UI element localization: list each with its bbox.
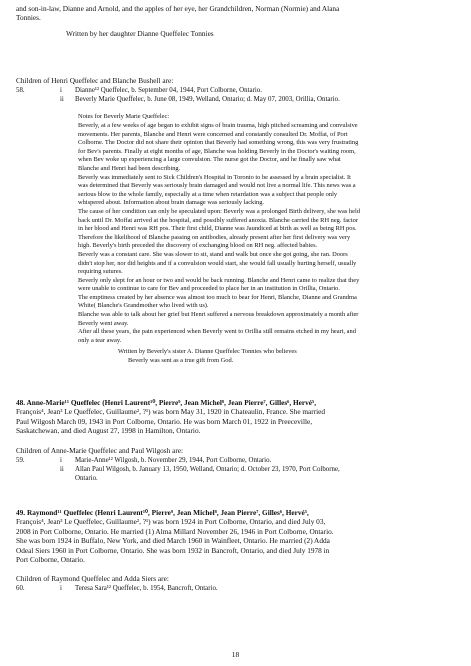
notes-line: The emptiness created by her absence was almost too much to bear for Henri, Blanche, Dianne and Grandma <box>78 293 357 301</box>
notes-title: Notes for Beverly Marie Queffelec: <box>78 113 170 120</box>
notes-line: After all these years, the pain experienced when Beverly went to Orillia still remains etched in my heart, and <box>78 328 356 336</box>
notes-line: back until Dr. Moffat arrived at the hospital, and possibly suffered anoxia. Blanche carried the RH neg. factor <box>78 216 358 224</box>
child-roman: i <box>60 585 62 592</box>
child-text: Allan Paul Wilgosh, b. January 13, 1950, Welland, Ontario; d. October 23, 1970, Port Colborne, <box>75 466 340 473</box>
children-anne-heading: Children of Anne-Marie Queffelec and Paul Wilgosh are: <box>16 446 184 455</box>
entry-48-line: 48. Anne-Marie¹¹ Queffelec (Henri Laurent¹⁰, Pierre⁹, Jean Michel⁸, Jean Pierre⁷, Gilles⁶, Hervé⁵, <box>16 398 317 407</box>
entry-49-line: Port Colborne, Ontario. <box>16 555 85 565</box>
notes-line: didn't stop her, nor did heights and if a convulsion would start, she would fall usually hurting herself, usually <box>78 259 357 267</box>
notes-line: for Bev's parents. Finally at eight months of age, Blanche was holding Beverly in the Doctor's waiting room, <box>78 147 356 155</box>
notes-line: when Bev woke up experiencing a large convulsion. The nurse got the Doctor, and he finally saw what <box>78 156 341 164</box>
notes-line: Beverly, at a few weeks of age began to exhibit signs of brain trauma, high pitched screaming and convulsive <box>78 122 358 129</box>
entry-48-line: Paul Wilgosh March 09, 1943 in Port Colborne, Ontario. He was born March 01, 1922 in Preeceville, <box>16 416 313 426</box>
child-text: Teresa Sara¹² Queffelec, b. 1954, Bancroft, Ontario. <box>75 585 218 592</box>
notes-line: Therefore the likelihood of Blanche passing on antibodies, already present after her first delivery was very <box>78 233 351 241</box>
notes-line: in her blood and Henri was RH pos. Their first child, Dianne was Jaundiced at birth as well as being RH pos. <box>78 225 357 233</box>
child-text-continued: Ontario. <box>75 475 98 482</box>
notes-line: requiring sutures. <box>78 268 123 276</box>
notes-line: Colborne. The Doctor did not share their opinion that Beverly had something wrong, this was very frustrating <box>78 139 359 147</box>
notes-body <box>78 122 448 345</box>
notes-line: movements. Her parents, Blanche and Henri were concerned and constantly consulted Dr. Moffat, of Port <box>78 130 348 138</box>
intro-line-1: and son-in-law, Dianne and Arnold, and the apples of her eye, her Grandchildren, Norman (Normie) and Alana <box>16 4 340 13</box>
page-number: 18 <box>231 650 240 659</box>
notes-signature-2: Beverly was sent as a true gift from God. <box>128 357 234 364</box>
entry-49-line: 49. Raymond¹¹ Queffelec (Henri Laurent¹⁰, Pierre⁹, Jean Michel⁸, Jean Pierre⁷, Gilles⁶, Hervé⁵, <box>16 508 309 517</box>
child-roman: i <box>60 87 62 94</box>
child-roman: ii <box>60 466 64 473</box>
intro-signature: Written by her daughter Dianne Queffelec Tonnies <box>66 29 214 38</box>
notes-line: only a tear away. <box>78 336 122 344</box>
entry-49-line: François⁴, Jean³ Le Queffelec, Guillaume², ?¹) was born 1924 in Port Colborne, Ontario, and died July 03, <box>16 517 326 527</box>
children-raymond-heading: Children of Raymond Queffelec and Adda Siers are: <box>16 574 169 583</box>
children-henri-heading: Children of Henri Queffelec and Blanche Bushell are: <box>16 76 174 85</box>
notes-line: Blanche was able to talk about her grief but Henri suffered a nervous breakdown approximately a month after <box>78 311 359 319</box>
child-text: Dianne¹² Queffelec, b. September 04, 1944, Port Colborne, Ontario. <box>75 87 262 94</box>
notes-signature-1: Written by Beverly's sister A. Dianne Queffelec Tonnies who believes <box>118 348 297 355</box>
notes-line: whispered about. Information about brain damage was seriously lacking. <box>78 199 264 207</box>
notes-line: The cause of her condition can only be speculated upon: Beverly was a prolonged Birth delivery, she was held <box>78 207 360 215</box>
notes-line: Beverly was a constant care. She was slower to sit, stand and walk but once she got going, she ran. Doors <box>78 250 348 258</box>
notes-line: was determined that Beverly was seriously brain damaged and would not live a normal life. This news was a <box>78 182 356 190</box>
entry-49-line: Odeal Siers 1960 in Port Colborne, Ontario. She was born 1932 in Bancroft, Ontario, and died July 1978 in <box>16 545 330 555</box>
child-number: 58. <box>16 87 25 94</box>
child-number: 59. <box>16 457 25 464</box>
notes-line: were unable to continue to care for Bev and proceeded to place her in an institution in Orillia, Ontario. <box>78 285 340 293</box>
child-number: 60. <box>16 585 25 592</box>
notes-line: Blanche and Henri had been describing. <box>78 164 181 172</box>
entry-48 <box>16 398 456 436</box>
child-roman: ii <box>60 96 64 103</box>
notes-line: Beverly was immediately sent to Sick Children's Hospital in Toronto to be assessed by a brain specialist. It <box>78 173 351 181</box>
child-text: Beverly Marie Queffelec, b. June 08, 1949, Welland, Ontario; d. May 07, 2003, Orillia, Ontario. <box>75 96 340 103</box>
notes-line: Beverly only slept for an hour or two and would be back running. Blanche and Henri came to realize that they <box>78 276 360 284</box>
entry-49-line: She was born 1924 in Buffalo, New York, and died March 1960 in Wainfleet, Ontario. He married (2) Adda <box>16 536 330 546</box>
entry-48-line: Saskatchewan, and died August 27, 1998 in Hamilton, Ontario. <box>16 426 201 436</box>
notes-line: serious blow to the whole family, especially at a time when retardation was a subject that people only <box>78 190 338 198</box>
notes-line: high. Beverly's birth preceded the discovery of exchanging blood on RH neg. affected babies. <box>78 242 318 250</box>
child-text: Marie-Anne¹² Wilgosh, b. November 29, 1944, Port Colborne, Ontario. <box>75 457 272 464</box>
entry-48-line: François⁴, Jean³ Le Queffelec, Guillaume², ?¹) was born May 31, 1920 in Chateaulin, France. She married <box>16 407 326 417</box>
notes-line: Beverly went away. <box>78 319 129 327</box>
child-roman: i <box>60 457 62 464</box>
intro-line-2: Tonnies. <box>16 13 41 22</box>
entry-49 <box>16 508 456 564</box>
notes-line: White( Blanche's Grandmother who lived with us). <box>78 302 209 310</box>
entry-49-line: 2008 in Port Colborne, Ontario. He married (1) Alma Millard November 26, 1946 in Port Colborne, Ontario. <box>16 526 334 536</box>
